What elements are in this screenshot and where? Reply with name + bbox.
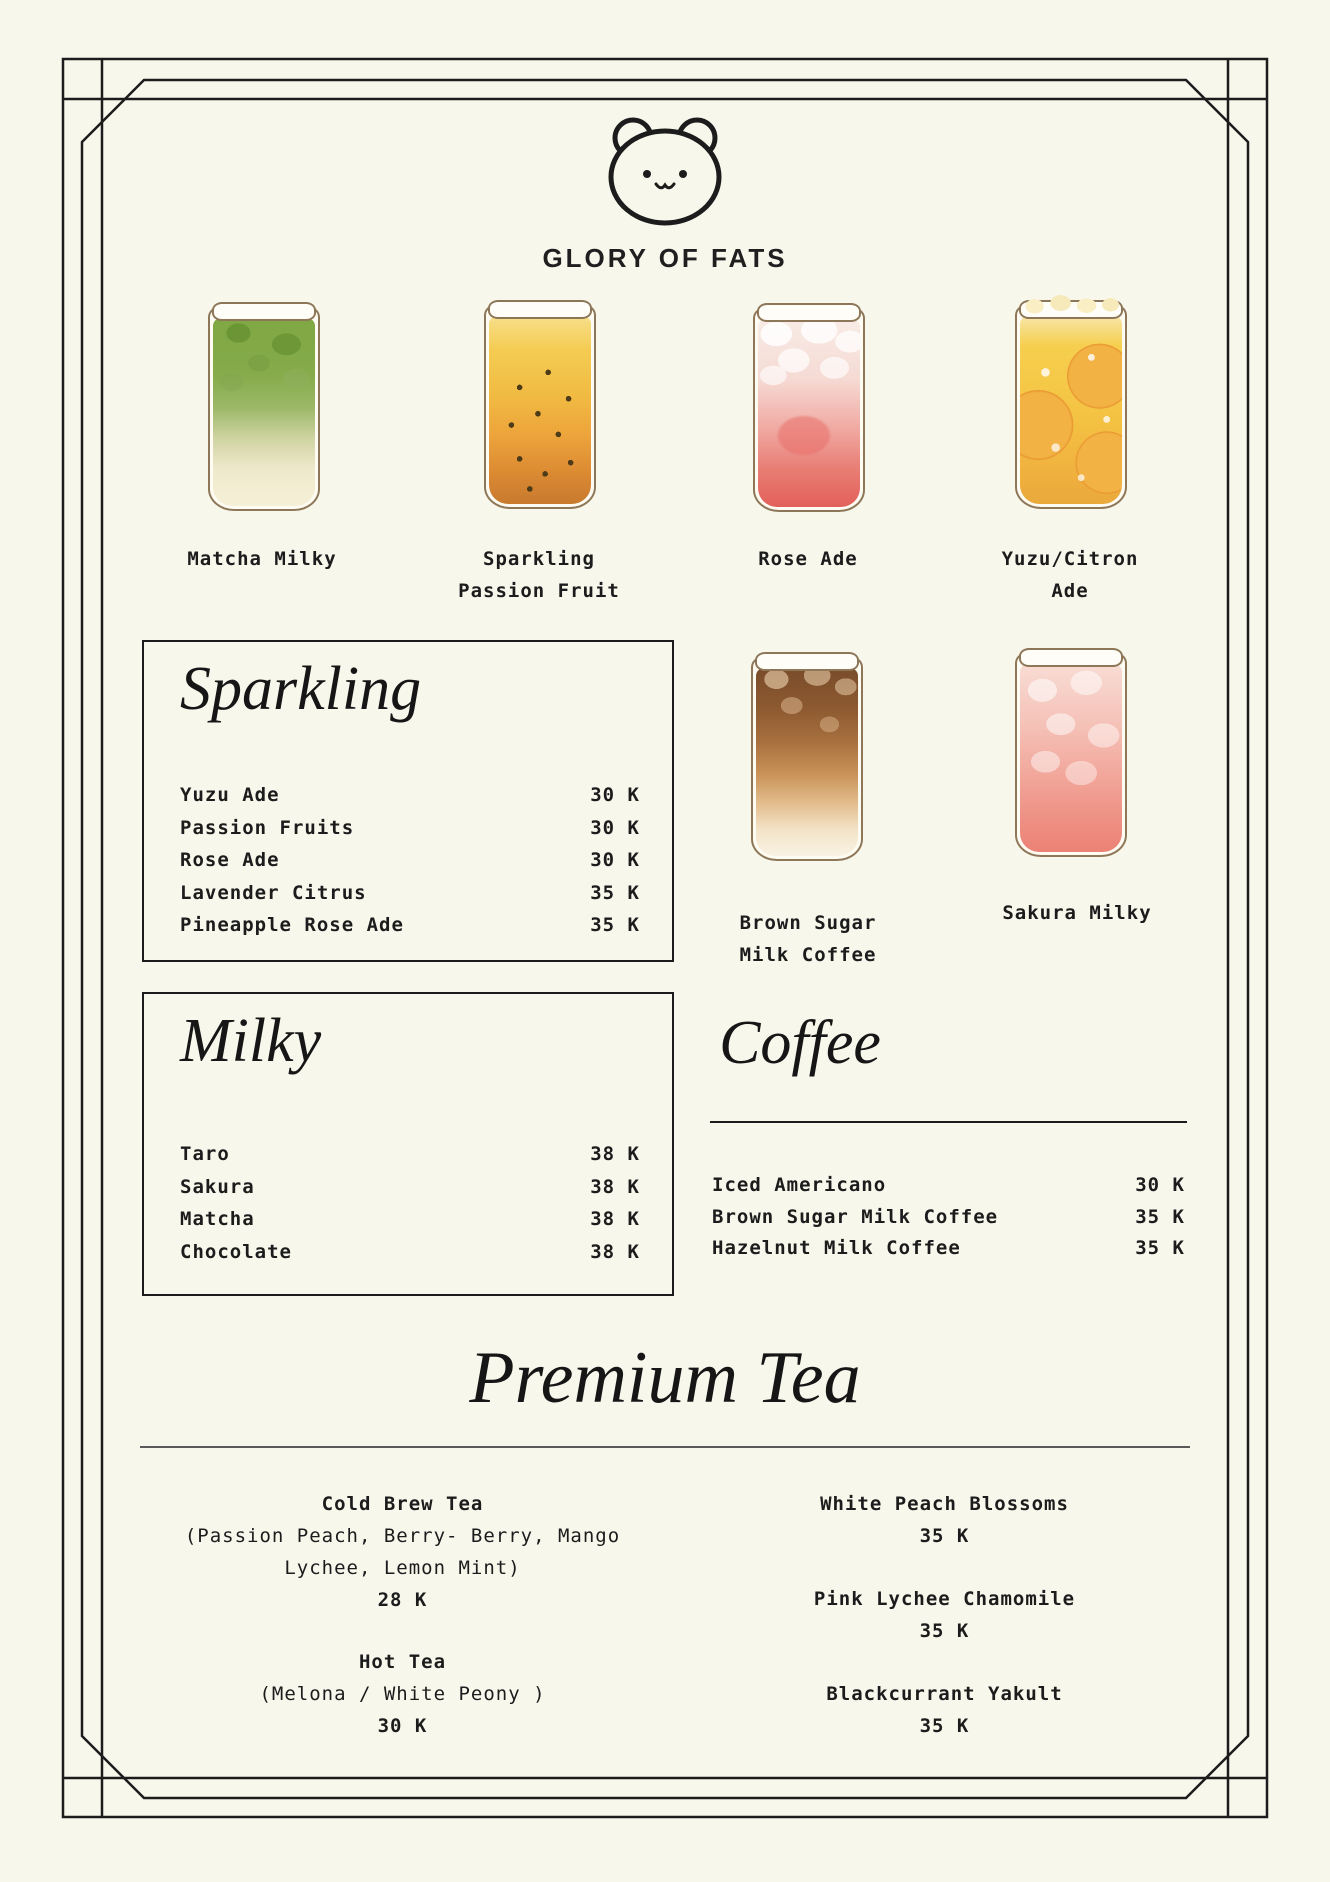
label-line: Sakura Milky: [1002, 902, 1152, 924]
jar-liquid: [489, 316, 591, 504]
menu-item-price: 38 K: [590, 1240, 640, 1263]
menu-item-row: [712, 1202, 1185, 1234]
label-line: Passion Fruit: [458, 580, 620, 602]
section-title-coffee: Coffee: [719, 1009, 881, 1077]
jar-liquid: [1020, 664, 1122, 852]
menu-item-row: [180, 1203, 640, 1236]
coffee-item-list: [712, 1170, 1185, 1265]
drink-label-sparkling-passion-fruit: [409, 543, 669, 607]
ice-overflow: [1019, 292, 1123, 314]
drink-label-sakura-milky: [947, 897, 1207, 929]
rose-ade-jar-illustration: [753, 306, 865, 512]
menu-item-name: Pineapple Rose Ade: [180, 914, 404, 936]
menu-item-price: 38 K: [590, 1208, 640, 1230]
menu-item-name: Taro: [180, 1143, 230, 1165]
tea-item-price: 35 K: [919, 1525, 970, 1547]
menu-item-price: 30 K: [1135, 1174, 1185, 1196]
jar-liquid: [758, 319, 860, 507]
menu-item-row: [180, 877, 640, 910]
sparkling-item-list: [180, 779, 640, 942]
tea-item-price: 35 K: [919, 1620, 970, 1642]
tea-item-price: 28 K: [377, 1589, 428, 1611]
drink-label-yuzu-citron-ade: [940, 543, 1200, 607]
yuzu-citron-ade-jar-illustration: [1015, 303, 1127, 509]
jar-liquid: [756, 668, 858, 856]
tea-item-white-peach-blossoms: [717, 1488, 1172, 1552]
matcha-milky-jar-illustration: [208, 305, 320, 511]
jar-lip: [1019, 648, 1123, 667]
menu-item-price: 35 K: [1135, 1205, 1185, 1228]
sparkling-passion-fruit-jar-illustration: [484, 303, 596, 509]
menu-item-name: Yuzu Ade: [180, 784, 280, 806]
jar-lip: [212, 302, 316, 321]
menu-item-price: 35 K: [590, 914, 640, 936]
tea-item-name: Hot Tea: [358, 1651, 447, 1673]
menu-item-name: Hazelnut Milk Coffee: [712, 1237, 961, 1259]
label-line: Rose Ade: [758, 548, 858, 570]
page-title: GLORY OF FATS: [542, 243, 788, 273]
menu-item-price: 38 K: [590, 1175, 640, 1198]
menu-item-row: [180, 1138, 640, 1171]
label-line: Matcha Milky: [187, 548, 337, 570]
jar-lip: [488, 300, 592, 319]
premium-tea-left-column: [175, 1488, 630, 1742]
menu-item-price: 35 K: [1135, 1237, 1185, 1259]
tea-item-name: Pink Lychee Chamomile: [813, 1588, 1076, 1610]
menu-item-row: [180, 779, 640, 812]
drink-label-rose-ade: [678, 543, 938, 575]
jar-lip: [757, 303, 861, 322]
menu-item-name: Iced Americano: [712, 1174, 887, 1196]
tea-item-pink-lychee-chamomile: [717, 1583, 1172, 1647]
tea-item-price: 35 K: [919, 1715, 970, 1737]
menu-item-name: Rose Ade: [180, 849, 280, 871]
premium-tea-divider-line: [140, 1446, 1190, 1448]
section-title-premium-tea: Premium Tea: [469, 1337, 861, 1419]
menu-item-row: [712, 1233, 1185, 1265]
tea-item-detail: (Passion Peach, Berry- Berry, Mango: [184, 1525, 621, 1547]
jar-liquid: [1020, 316, 1122, 504]
sakura-milky-jar-illustration: [1015, 651, 1127, 857]
menu-item-row: [180, 1171, 640, 1204]
tea-item-name: Cold Brew Tea: [321, 1493, 484, 1515]
label-line: Brown Sugar: [739, 912, 877, 934]
menu-item-row: [180, 844, 640, 877]
menu-item-price: 35 K: [590, 881, 640, 904]
menu-item-row: [180, 812, 640, 845]
menu-item-price: 30 K: [590, 784, 640, 806]
menu-item-name: Sakura: [180, 1175, 255, 1198]
label-line: Ade: [1051, 580, 1089, 602]
label-line: Sparkling: [483, 548, 595, 570]
coffee-divider-line: [710, 1121, 1187, 1123]
section-sparkling: [142, 640, 674, 962]
menu-item-row: [180, 1236, 640, 1269]
menu-item-name: Chocolate: [180, 1240, 292, 1263]
section-milky: [142, 992, 674, 1296]
tea-item-price: 30 K: [377, 1715, 428, 1737]
menu-item-price: 30 K: [590, 849, 640, 871]
tea-item-name: White Peach Blossoms: [820, 1493, 1069, 1515]
menu-item-price: 30 K: [590, 816, 640, 839]
section-title-milky: Milky: [180, 1007, 322, 1075]
menu-item-name: Lavender Citrus: [180, 881, 367, 904]
drink-label-brown-sugar-milk-coffee: [678, 907, 938, 971]
tea-item-hot-tea: [175, 1646, 630, 1742]
menu-item-name: Passion Fruits: [180, 816, 355, 839]
menu-item-row: [712, 1170, 1185, 1202]
tea-item-name: Blackcurrant Yakult: [826, 1683, 1063, 1705]
tea-item-detail: (Melona / White Peony ): [259, 1683, 546, 1705]
tea-item-blackcurrant-yakult: [717, 1678, 1172, 1742]
tea-item-detail: Lychee, Lemon Mint): [284, 1557, 521, 1579]
brown-sugar-milk-coffee-jar-illustration: [751, 655, 863, 861]
drink-label-matcha-milky: [132, 543, 392, 575]
label-line: Yuzu/Citron: [1001, 548, 1139, 570]
jar-liquid: [213, 318, 315, 506]
jar-lip: [755, 652, 859, 671]
label-line: Milk Coffee: [739, 944, 877, 966]
bear-logo-icon: [603, 110, 727, 228]
menu-item-row: [180, 909, 640, 942]
tea-item-cold-brew: [175, 1488, 630, 1616]
premium-tea-right-column: [717, 1488, 1172, 1742]
menu-item-price: 38 K: [590, 1143, 640, 1165]
menu-item-name: Matcha: [180, 1208, 255, 1230]
menu-item-name: Brown Sugar Milk Coffee: [712, 1205, 999, 1228]
section-title-sparkling: Sparkling: [180, 655, 422, 723]
milky-item-list: [180, 1138, 640, 1268]
